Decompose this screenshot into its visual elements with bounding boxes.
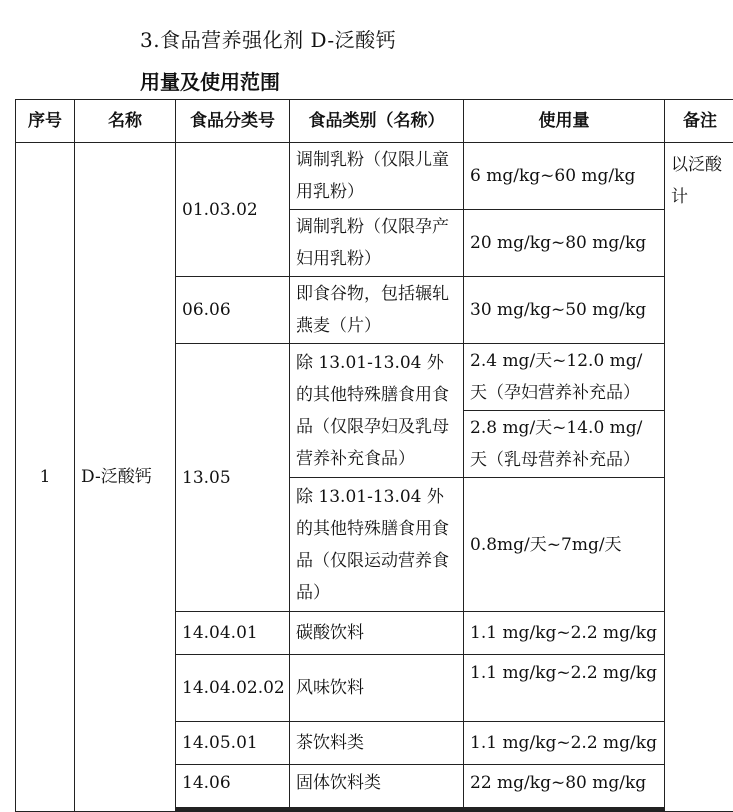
food-code: 14.06: [176, 765, 290, 808]
header-code: 食品分类号: [176, 100, 290, 143]
food-category: 茶饮料类: [290, 722, 464, 765]
section-subtitle: 用量及使用范围: [140, 66, 280, 95]
food-category: 碳酸饮料: [290, 612, 464, 655]
header-name: 名称: [75, 100, 176, 143]
row-index: 1: [16, 143, 75, 812]
food-category: 固体饮料类: [290, 765, 464, 808]
dosage: 0.8mg/天~7mg/天: [464, 478, 665, 612]
food-code: 01.03.02: [176, 143, 290, 277]
food-code: 14.04.01: [176, 612, 290, 655]
food-code: 14.04.02.02: [176, 655, 290, 722]
header-dosage: 使用量: [464, 100, 665, 143]
dosage: 30 mg/kg~50 mg/kg: [464, 277, 665, 344]
food-category: 除 13.01-13.04 外的其他特殊膳食用食品（仅限孕妇及乳母营养补充食品）: [290, 344, 464, 478]
section-title: 3.食品营养强化剂 D-泛酸钙: [140, 24, 396, 53]
dosage: 1.1 mg/kg~2.2 mg/kg: [464, 612, 665, 655]
row-note: 以泛酸计: [665, 143, 733, 812]
dosage: 6 mg/kg~60 mg/kg: [464, 143, 665, 210]
dosage: 22 mg/kg~80 mg/kg: [464, 765, 665, 808]
food-category: 除 13.01-13.04 外的其他特殊膳食用食品（仅限运动营养食品）: [290, 478, 464, 612]
food-code: 14.05.01: [176, 722, 290, 765]
row-name: D-泛酸钙: [75, 143, 176, 812]
food-code: 13.05: [176, 344, 290, 612]
table-header-row: [16, 100, 733, 143]
dosage: 1.1 mg/kg~2.2 mg/kg: [464, 655, 665, 722]
header-index: 序号: [16, 100, 75, 143]
food-category: 风味饮料: [290, 655, 464, 722]
food-code: 06.06: [176, 277, 290, 344]
table-row: [16, 143, 733, 210]
food-category: 调制乳粉（仅限儿童用乳粉）: [290, 143, 464, 210]
header-category: 食品类别（名称）: [290, 100, 464, 143]
food-category: 调制乳粉（仅限孕产妇用乳粉）: [290, 210, 464, 277]
usage-table: [15, 99, 733, 812]
dosage: 2.4 mg/天~12.0 mg/天（孕妇营养补充品）: [464, 344, 665, 411]
dosage: 1.1 mg/kg~2.2 mg/kg: [464, 722, 665, 765]
food-category: 即食谷物，包括辗轧燕麦（片）: [290, 277, 464, 344]
dosage: 2.8 mg/天~14.0 mg/天（乳母营养补充品）: [464, 411, 665, 478]
dosage: 20 mg/kg~80 mg/kg: [464, 210, 665, 277]
header-note: 备注: [665, 100, 733, 143]
